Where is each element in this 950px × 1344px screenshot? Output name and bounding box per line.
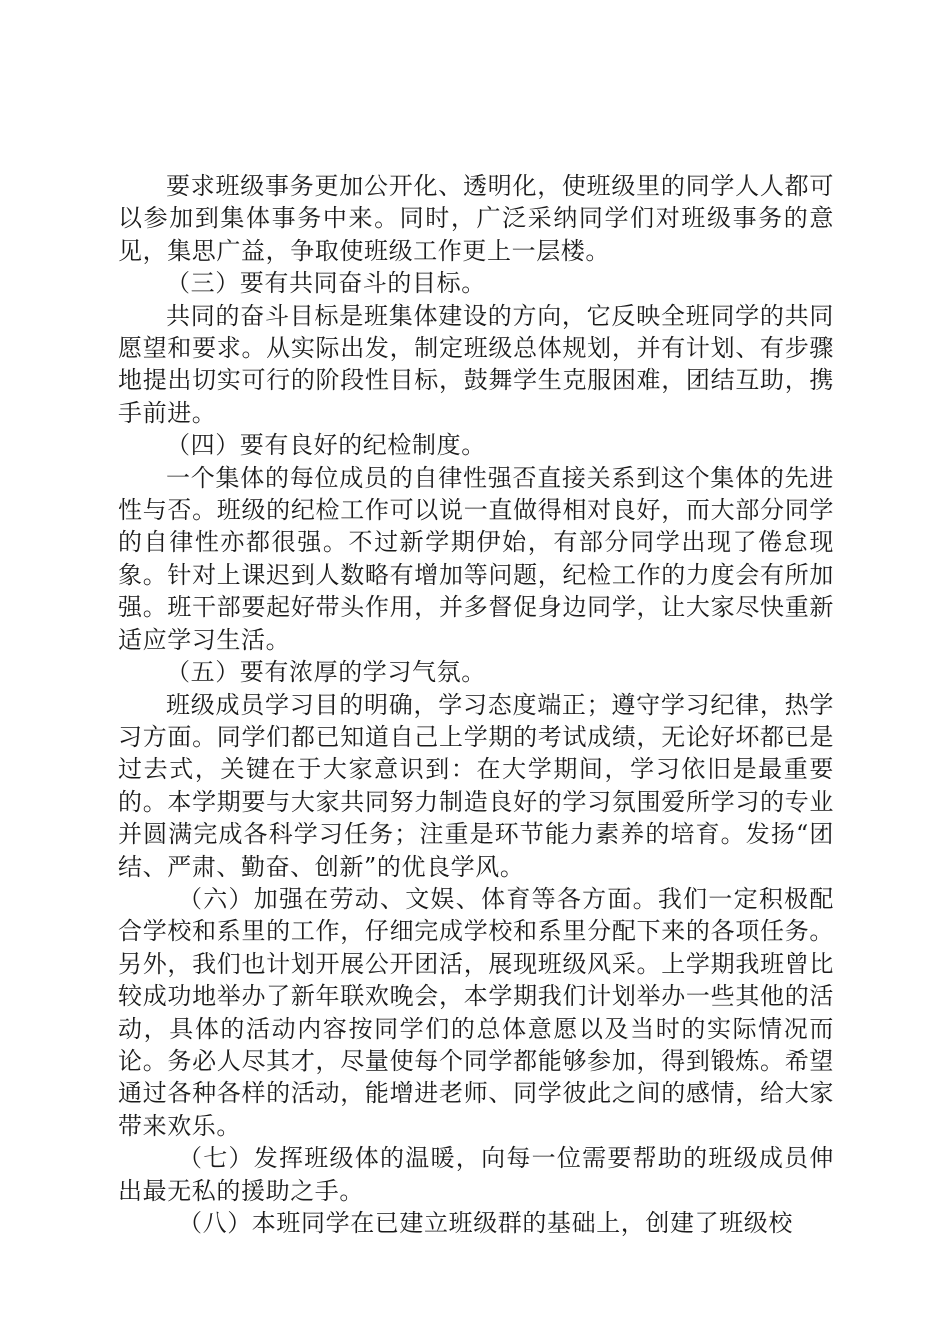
document-body [118,170,834,1239]
paragraph-study-atmosphere: 班级成员学习目的明确，学习态度端正；遵守学习纪律，热学习方面。同学们都已知道自己上学期的考试成绩，无论好坏都已是过去式，关键在于大家意识到：在大学期间，学习依旧是最重要的。本学期要与大家共同努力制造良好的学习氛围爱所学习的专业并圆满完成各科学习任务；注重是环节能力素养的培育。发扬“团结、严肃、勤奋、创新”的优良学风。 [118,690,834,881]
section-heading-5: （五）要有浓厚的学习气氛。 [166,658,486,687]
paragraph-common-goal: 共同的奋斗目标是班集体建设的方向，它反映全班同学的共同愿望和要求。从实际出发，制定班级总体规划，并有计划、有步骤地提出切实可行的阶段性目标，鼓舞学生克服困难，团结互助，携手前进。 [118,301,834,427]
paragraph-transparency: 要求班级事务更加公开化、透明化，使班级里的同学人人都可以参加到集体事务中来。同时，广泛采纳同学们对班级事务的意见，集思广益，争取使班级工作更上一层楼。 [118,172,834,265]
paragraph-discipline: 一个集体的每位成员的自律性强否直接关系到这个集体的先进性与否。班级的纪检工作可以说一直做得相对良好，而大部分同学的自律性亦都很强。不过新学期伊始，有部分同学出现了倦怠现象。针对上课迟到人数略有增加等问题，纪检工作的力度会有所加强。班干部要起好带头作用，并多督促身边同学，让大家尽快重新适应学习生活。 [118,463,834,654]
section-heading-3: （三）要有共同奋斗的目标。 [166,269,486,298]
section-heading-4: （四）要有良好的纪检制度。 [166,431,486,460]
paragraph-section-8-class-group: （八）本班同学在已建立班级群的基础上，创建了班级校 [178,1209,793,1237]
paragraph-section-6-activities: （六）加强在劳动、文娱、体育等各方面。我们一定积极配合学校和系里的工作，仔细完成学校和系里分配下来的各项任务。另外，我们也计划开展公开团活，展现班级风采。上学期我班曾比较成功地举办了新年联欢晚会，本学期我们计划举办一些其他的活动，具体的活动内容按同学们的总体意愿以及当时的实际情况而论。务必人尽其才，尽量使每个同学都能够参加，得到锻炼。希望通过各种各样的活动，能增进老师、同学彼此之间的感情，给大家带来欢乐。 [118,884,834,1140]
paragraph-section-7-warmth: （七）发挥班级体的温暖，向每一位需要帮助的班级成员伸出最无私的援助之手。 [118,1144,834,1205]
